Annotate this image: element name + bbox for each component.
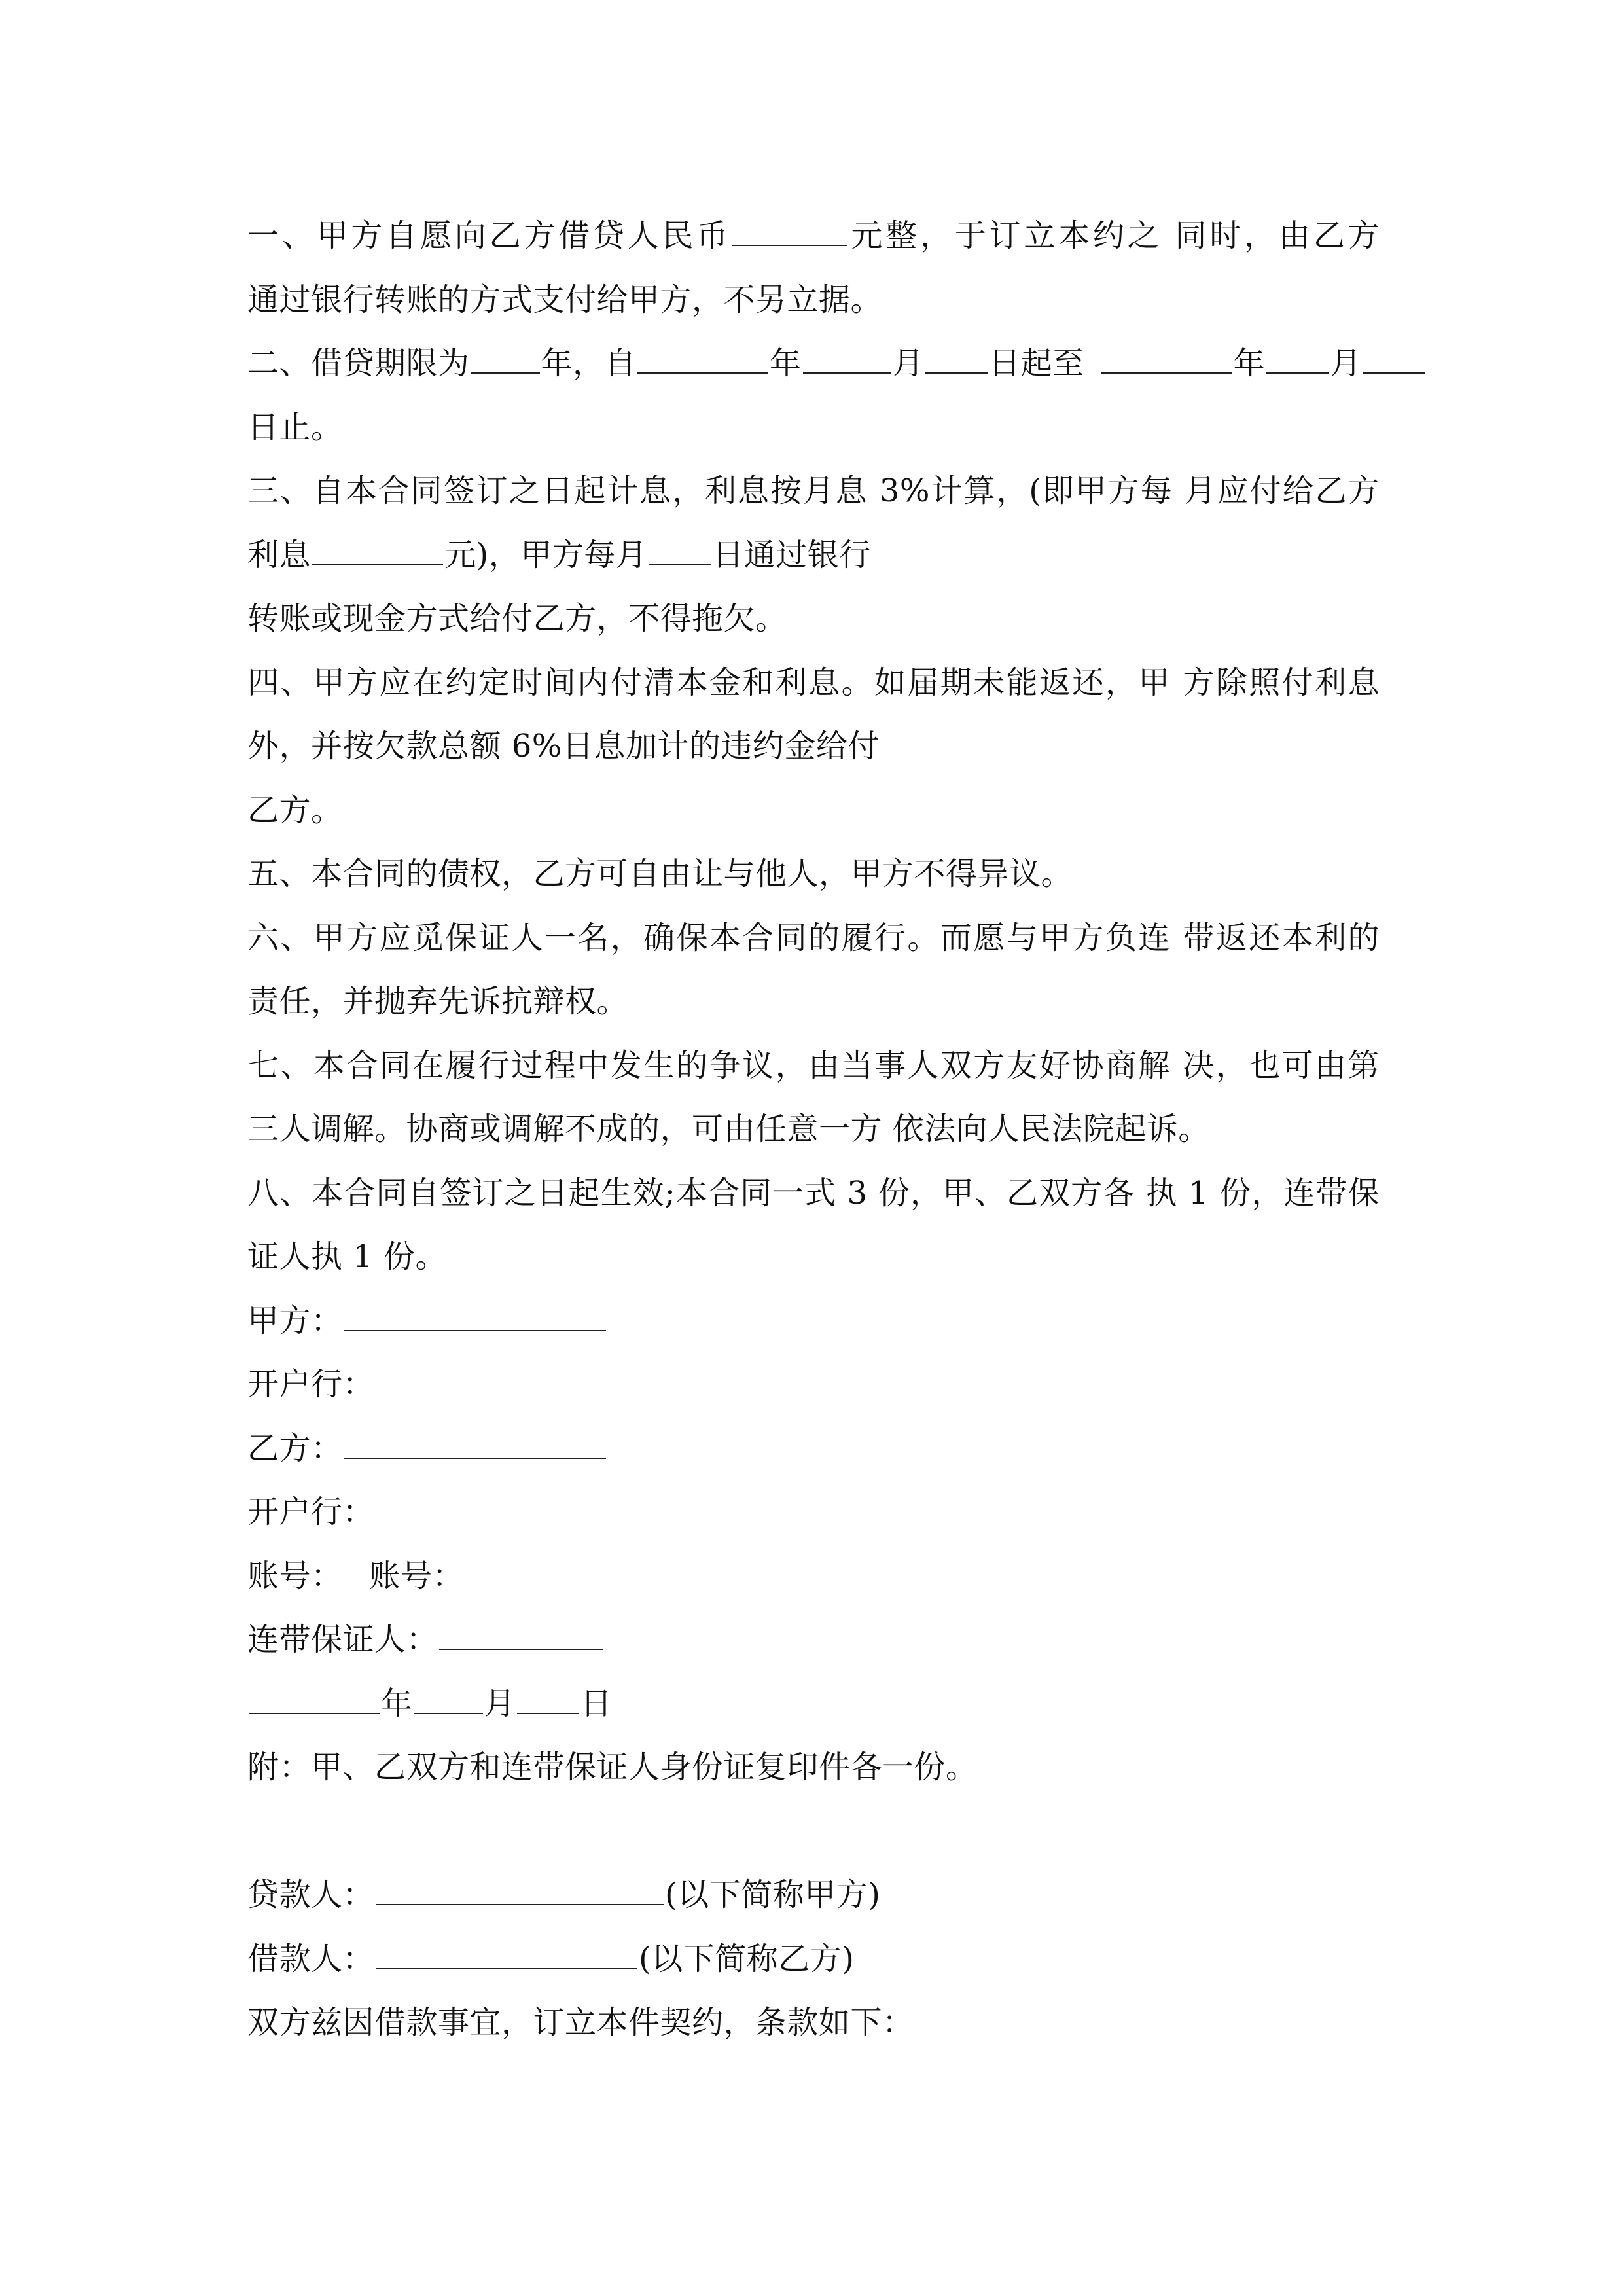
sign-year-label: 年 [381, 1685, 413, 1722]
guarantor-signature-blank [439, 1623, 603, 1650]
party-b-line [247, 1417, 1380, 1481]
clause-2-text-a: 二、借贷期限为 [247, 345, 470, 382]
sign-day-label: 日 [580, 1685, 613, 1722]
clause-3-text-a: 利息 [247, 536, 312, 573]
lender-label: 贷款人： [247, 1876, 375, 1913]
account-b-label: 账号： [368, 1557, 465, 1594]
borrower-line [247, 1928, 1380, 1992]
party-b-signature-blank [344, 1431, 606, 1459]
lender-suffix: (以下简称甲方) [665, 1876, 881, 1913]
monthly-interest-blank [312, 538, 443, 565]
sign-day-blank [517, 1687, 579, 1714]
clause-2-text-f: 年 [1233, 345, 1266, 382]
clause-7-line-2: 三人调解。协商或调解不成的，可由任意一方 依法向人民法院起诉。 [247, 1111, 1210, 1147]
loan-amount-blank [732, 219, 847, 246]
clause-1-text-b: 元整，于订立本约之 同时，由乙方 [848, 217, 1380, 254]
lender-name-blank [376, 1878, 664, 1905]
clause-4-line-2: 外，并按欠款总额 6%日息加计的违约金给付 [247, 728, 880, 764]
clause-4-line-1: 四、甲方应在约定时间内付清本金和利息。如届期未能返还，甲 方除照付利息 [247, 664, 1380, 701]
clause-3-text-b: 元)，甲方每月 [444, 536, 648, 573]
party-a-label: 甲方： [247, 1302, 343, 1339]
start-year-blank [637, 346, 768, 374]
clause-2-text-b: 年，自 [541, 345, 637, 382]
party-a-line [247, 1289, 1380, 1354]
end-year-blank [1101, 346, 1232, 374]
clause-1-text-a: 一、甲方自愿向乙方借贷人民币 [247, 217, 732, 254]
clause-2-text-g: 月 [1330, 345, 1362, 382]
clause-2-line-2: 日止。 [247, 408, 343, 446]
clause-2-text-e: 日起至 [989, 345, 1084, 382]
term-years-blank [471, 346, 540, 374]
attachment-line: 附：甲、乙双方和连带保证人身份证复印件各一份。 [247, 1749, 978, 1785]
guarantor-line [247, 1608, 1380, 1672]
borrower-label: 借款人： [247, 1940, 375, 1977]
clause-6-line-2: 责任，并抛弃先诉抗辩权。 [247, 983, 629, 1020]
clause-8-line-2: 证人执 1 份。 [247, 1238, 448, 1275]
sign-year-blank [249, 1687, 380, 1714]
clause-4-line-3: 乙方。 [247, 791, 343, 829]
clause-2-text-d: 月 [892, 345, 925, 382]
end-day-blank [1363, 346, 1425, 374]
sign-month-label: 月 [484, 1685, 516, 1722]
clause-1-line-2: 通过银行转账的方式支付给甲方，不另立据。 [247, 281, 883, 318]
clause-1-line-1 [247, 204, 1380, 268]
clause-3-line-1: 三、自本合同签订之日起计息，利息按月息 3%计算，(即甲方每 月应付给乙方 [247, 473, 1380, 509]
signing-date-line [247, 1672, 1380, 1736]
contract-body [247, 204, 1380, 2055]
bank-b-line: 开户行： [247, 1494, 375, 1530]
clause-3-text-c: 日通过银行 [712, 536, 871, 573]
clause-6-line-1: 六、甲方应觅保证人一名，确保本合同的履行。而愿与甲方负连 带返还本利的 [247, 919, 1380, 956]
borrower-suffix: (以下简称乙方) [639, 1940, 855, 1977]
intro-line: 双方兹因借款事宜，订立本件契约，条款如下： [247, 2004, 914, 2041]
party-b-label: 乙方： [247, 1429, 343, 1467]
clause-8-line-1: 八、本合同自签订之日起生效;本合同一式 3 份，甲、乙双方各 执 1 份，连带保 [247, 1174, 1380, 1211]
account-line [247, 1545, 1380, 1609]
lender-line [247, 1863, 1380, 1928]
clause-2-text-c: 年 [770, 345, 802, 382]
borrower-name-blank [376, 1942, 637, 1969]
end-month-blank [1266, 346, 1329, 374]
sign-month-blank [414, 1687, 483, 1714]
start-month-blank [803, 346, 891, 374]
clause-5-line-1: 五、本合同的债权，乙方可自由让与他人，甲方不得异议。 [247, 855, 1073, 892]
account-a-label: 账号： [247, 1557, 343, 1594]
payment-day-blank [649, 538, 711, 565]
guarantor-label: 连带保证人： [247, 1621, 438, 1658]
clause-3-line-2 [247, 524, 1380, 588]
clause-7-line-1: 七、本合同在履行过程中发生的争议，由当事人双方友好协商解 决，也可由第 [247, 1047, 1380, 1084]
party-a-signature-blank [344, 1304, 606, 1331]
clause-3-line-3: 转账或现金方式给付乙方，不得拖欠。 [247, 600, 787, 637]
section-spacer [247, 1800, 1380, 1864]
start-day-blank [925, 346, 988, 374]
clause-2-line-1 [247, 332, 1380, 396]
bank-a-line: 开户行： [247, 1366, 375, 1403]
